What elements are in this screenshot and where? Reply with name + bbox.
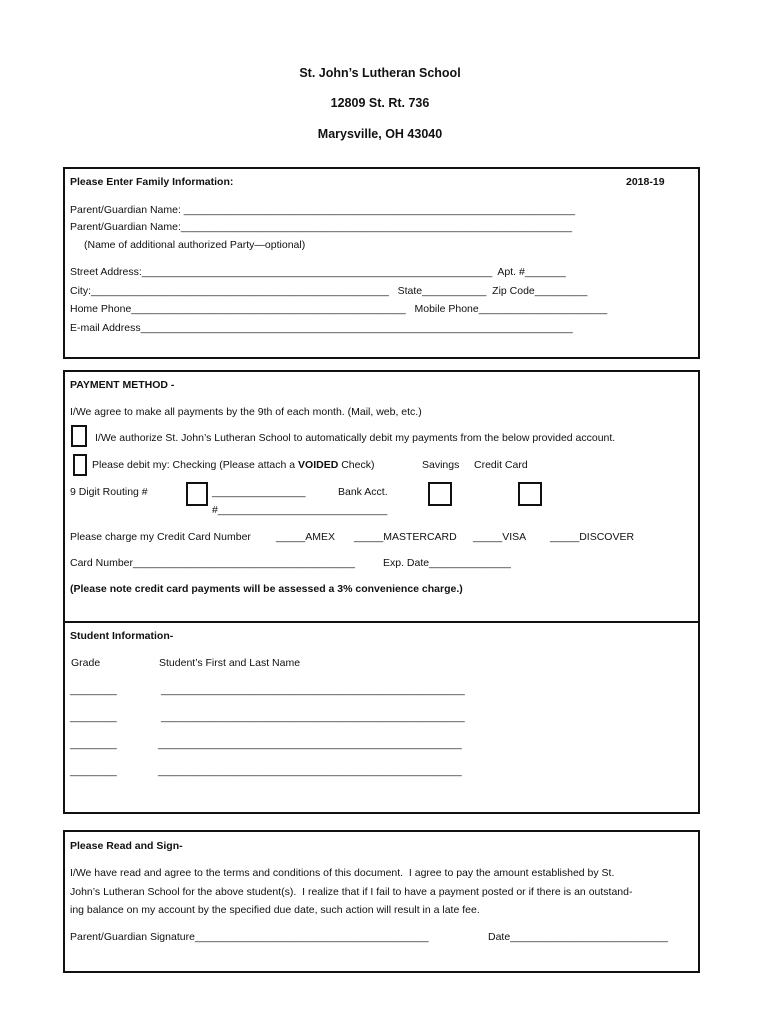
- guardian-name-1-field[interactable]: Parent/Guardian Name: ___________________________________________________________________: [70, 204, 576, 216]
- payment-method-title: PAYMENT METHOD -: [70, 379, 175, 391]
- debit-checking-checkbox[interactable]: [73, 454, 87, 476]
- date-field[interactable]: Date___________________________: [488, 931, 668, 943]
- authorize-debit-text: I/We authorize St. John’s Lutheran School to automatically debit my payments from the below provided account.: [95, 432, 616, 444]
- grade-header: Grade: [71, 657, 101, 669]
- routing-checkbox[interactable]: [186, 482, 208, 506]
- email-field[interactable]: E-mail Address__________________________________________________________________________: [70, 322, 573, 334]
- city-state-zip-field[interactable]: City:___________________________________________________ State___________ Zip Code_________: [70, 285, 588, 297]
- street-address-field[interactable]: Street Address:____________________________________________________________ Apt. #_______: [70, 266, 566, 278]
- school-year: 2018-19: [626, 176, 665, 188]
- convenience-charge-note: (Please note credit card payments will be assessed a 3% convenience charge.): [70, 583, 463, 595]
- savings-checkbox[interactable]: [428, 482, 452, 506]
- school-name: St. John’s Lutheran School: [299, 66, 461, 80]
- exp-date-field[interactable]: Exp. Date______________: [383, 557, 511, 569]
- student-info-title: Student Information-: [70, 630, 174, 642]
- guardian-name-2-field[interactable]: Parent/Guardian Name:___________________________________________________________________: [70, 221, 573, 233]
- visa-option[interactable]: _____VISA: [473, 531, 527, 543]
- bank-acct-label: Bank Acct.: [338, 486, 388, 498]
- signature-field[interactable]: Parent/Guardian Signature________________________________________: [70, 931, 429, 943]
- voided-label: VOIDED: [298, 459, 339, 471]
- student-name-header: Student’s First and Last Name: [159, 657, 301, 669]
- school-city: Marysville, OH 43040: [317, 127, 443, 141]
- routing-label: 9 Digit Routing #: [70, 486, 148, 498]
- savings-label: Savings: [422, 459, 460, 471]
- family-info-title: Please Enter Family Information:: [70, 176, 234, 188]
- student-name-field[interactable]: ____________________________________________________: [161, 711, 465, 723]
- bank-acct-field[interactable]: #_____________________________: [212, 504, 388, 516]
- amex-option[interactable]: _____AMEX: [276, 531, 335, 543]
- grade-field[interactable]: ________: [70, 711, 117, 723]
- student-name-field[interactable]: ____________________________________________________: [161, 684, 465, 696]
- authorize-debit-checkbox[interactable]: [71, 425, 87, 447]
- terms-text-line-3: ing balance on my account by the specified due date, such action will result in a late fee.: [70, 904, 480, 916]
- mastercard-option[interactable]: _____MASTERCARD: [354, 531, 457, 543]
- phone-field[interactable]: Home Phone_______________________________________________ Mobile Phone______________________: [70, 303, 608, 315]
- debit-checking-text: Please debit my: Checking (Please attach a VOIDED Check): [92, 459, 375, 471]
- terms-text-line-1: I/We have read and agree to the terms and conditions of this document. I agree to pay the amount established by St.: [70, 867, 615, 879]
- terms-text-line-2: John’s Lutheran School for the above student(s). I realize that if I fail to have a payment posted or if there is an outstand-: [70, 886, 633, 898]
- discover-option[interactable]: _____DISCOVER: [550, 531, 635, 543]
- grade-field[interactable]: ________: [70, 684, 117, 696]
- routing-field[interactable]: ________________: [212, 486, 306, 498]
- charge-card-label: Please charge my Credit Card Number: [70, 531, 251, 543]
- credit-card-label: Credit Card: [474, 459, 528, 471]
- grade-field[interactable]: ________: [70, 738, 117, 750]
- credit-card-checkbox[interactable]: [518, 482, 542, 506]
- card-number-field[interactable]: Card Number______________________________________: [70, 557, 355, 569]
- payment-agree-text: I/We agree to make all payments by the 9th of each month. (Mail, web, etc.): [70, 406, 422, 418]
- student-name-field[interactable]: ____________________________________________________: [158, 765, 462, 777]
- student-name-field[interactable]: ____________________________________________________: [158, 738, 462, 750]
- additional-party-note: (Name of additional authorized Party—optional): [84, 239, 306, 251]
- grade-field[interactable]: ________: [70, 765, 117, 777]
- read-sign-title: Please Read and Sign-: [70, 840, 183, 852]
- school-address: 12809 St. Rt. 736: [330, 96, 430, 110]
